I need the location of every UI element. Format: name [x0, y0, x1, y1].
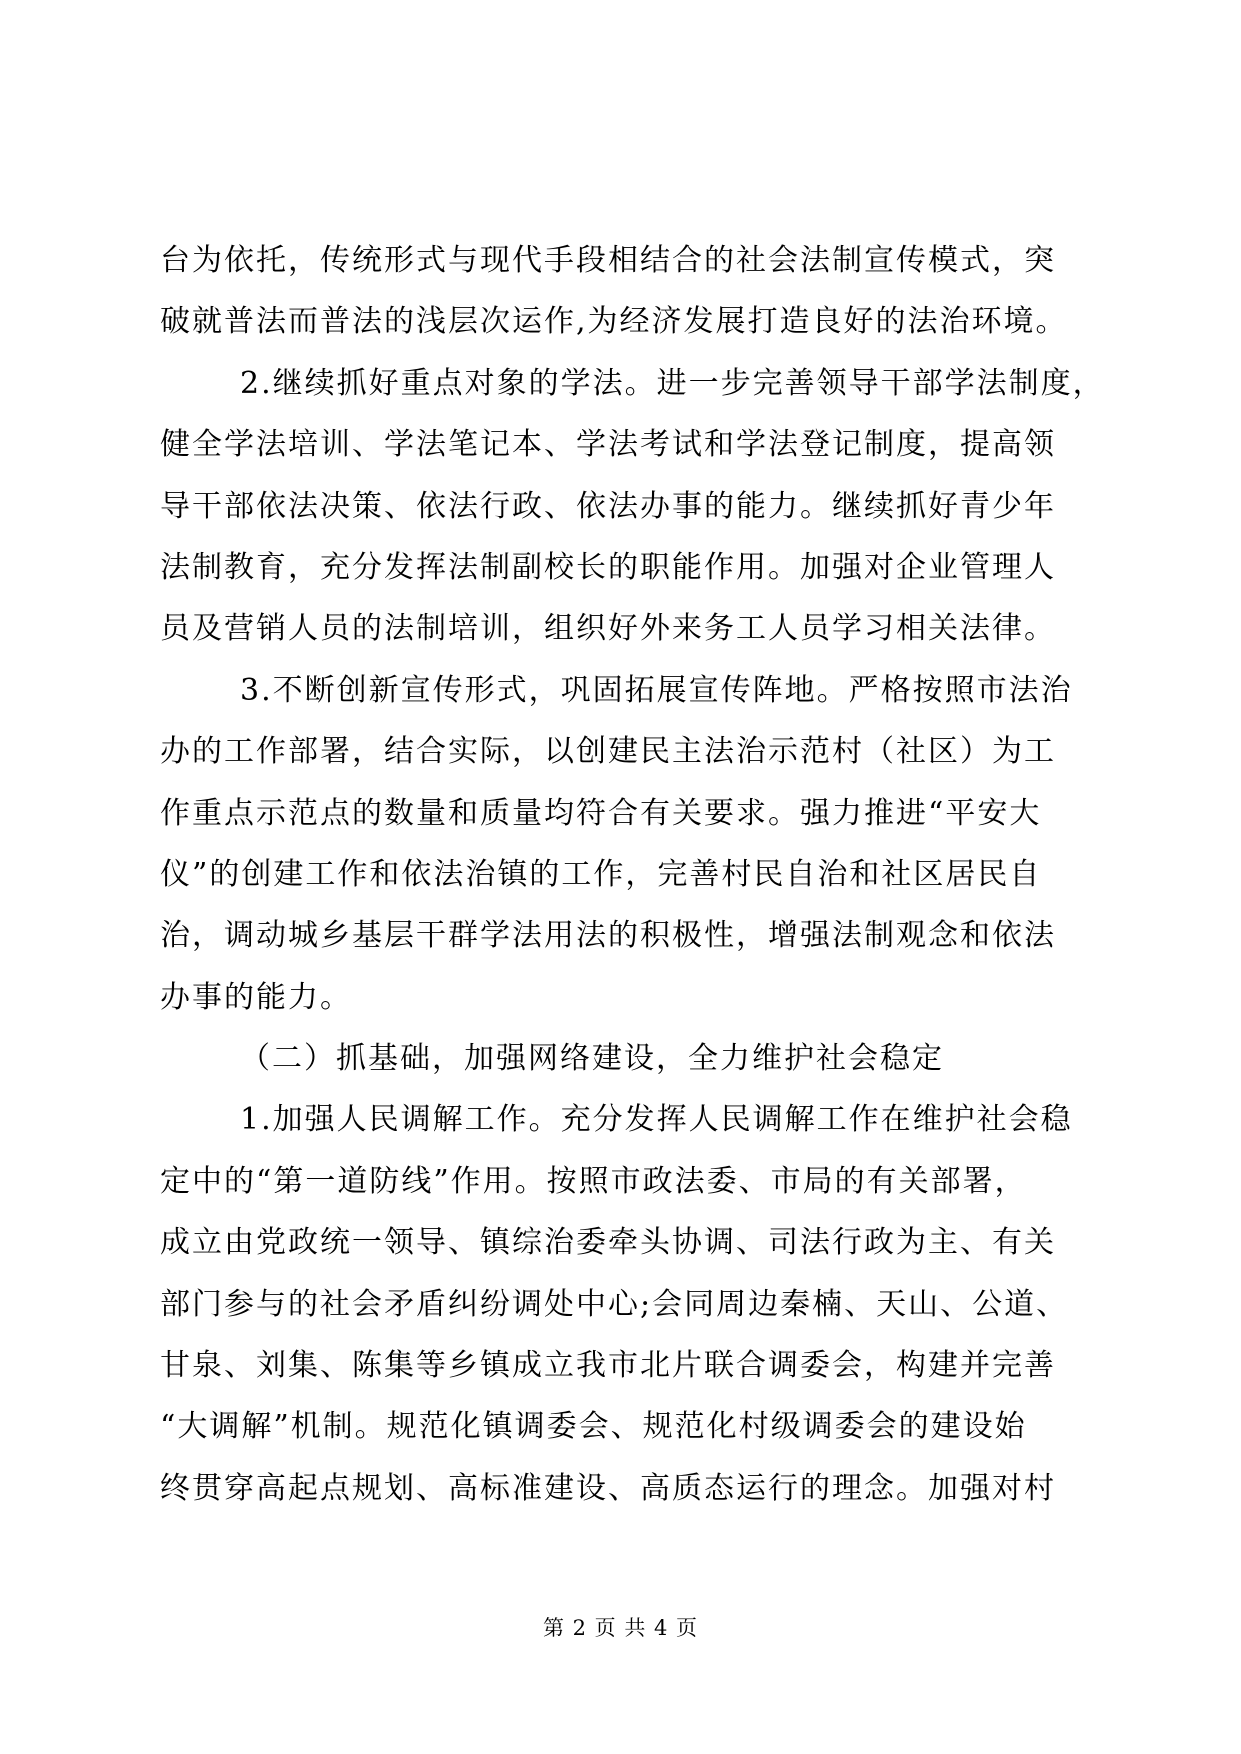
text-line: 作重点示范点的数量和质量均符合有关要求。强力推进“平安大	[160, 795, 1042, 831]
text-line: 台为依托，传统形式与现代手段相结合的社会法制宣传模式，突	[160, 243, 1056, 278]
text-line: 办事的能力。	[160, 979, 352, 1015]
text-line: 办的工作部署，结合实际，以创建民主法治示范村（社区）为工	[160, 734, 1056, 770]
text-line: 健全学法培训、学法笔记本、学法考试和学法登记制度，提高领	[160, 427, 1056, 463]
text-line: 定中的“第一道防线”作用。按照市政法委、市局的有关部署，	[160, 1163, 1027, 1199]
text-line: 1.加强人民调解工作。充分发挥人民调解工作在维护社会稳	[240, 1102, 1073, 1138]
text-line: 导干部依法决策、依法行政、依法办事的能力。继续抓好青少年	[160, 488, 1056, 524]
text-line: 终贯穿高起点规划、高标准建设、高质态运行的理念。加强对村	[160, 1470, 1056, 1506]
text-line: 治，调动城乡基层干群学法用法的积极性，增强法制观念和依法	[160, 918, 1056, 954]
text-line: 仪”的创建工作和依法治镇的工作，完善村民自治和社区居民自	[160, 856, 1042, 892]
text-line: 破就普法而普法的浅层次运作,为经济发展打造良好的法治环境。	[160, 304, 1068, 340]
page-number-footer: 第 2 页 共 4 页	[542, 1616, 699, 1640]
text-line: 员及营销人员的法制培训，组织好外来务工人员学习相关法律。	[160, 611, 1056, 647]
text-line: 甘泉、刘集、陈集等乡镇成立我市北片联合调委会，构建并完善	[160, 1348, 1056, 1384]
text-line: 2.继续抓好重点对象的学法。进一步完善领导干部学法制度，	[240, 365, 1105, 401]
text-line: 法制教育，充分发挥法制副校长的职能作用。加强对企业管理人	[160, 549, 1056, 585]
text-line: 部门参与的社会矛盾纠纷调处中心;会同周边秦楠、天山、公道、	[160, 1286, 1069, 1322]
section-heading: （二）抓基础，加强网络建设，全力维护社会稳定	[240, 1041, 944, 1077]
document-body	[160, 230, 1120, 1519]
text-line: “大调解”机制。规范化镇调委会、规范化村级调委会的建设始	[160, 1409, 1027, 1445]
text-line: 3.不断创新宣传形式，巩固拓展宣传阵地。严格按照市法治	[240, 672, 1073, 708]
text-line: 成立由党政统一领导、镇综治委牵头协调、司法行政为主、有关	[160, 1225, 1056, 1261]
